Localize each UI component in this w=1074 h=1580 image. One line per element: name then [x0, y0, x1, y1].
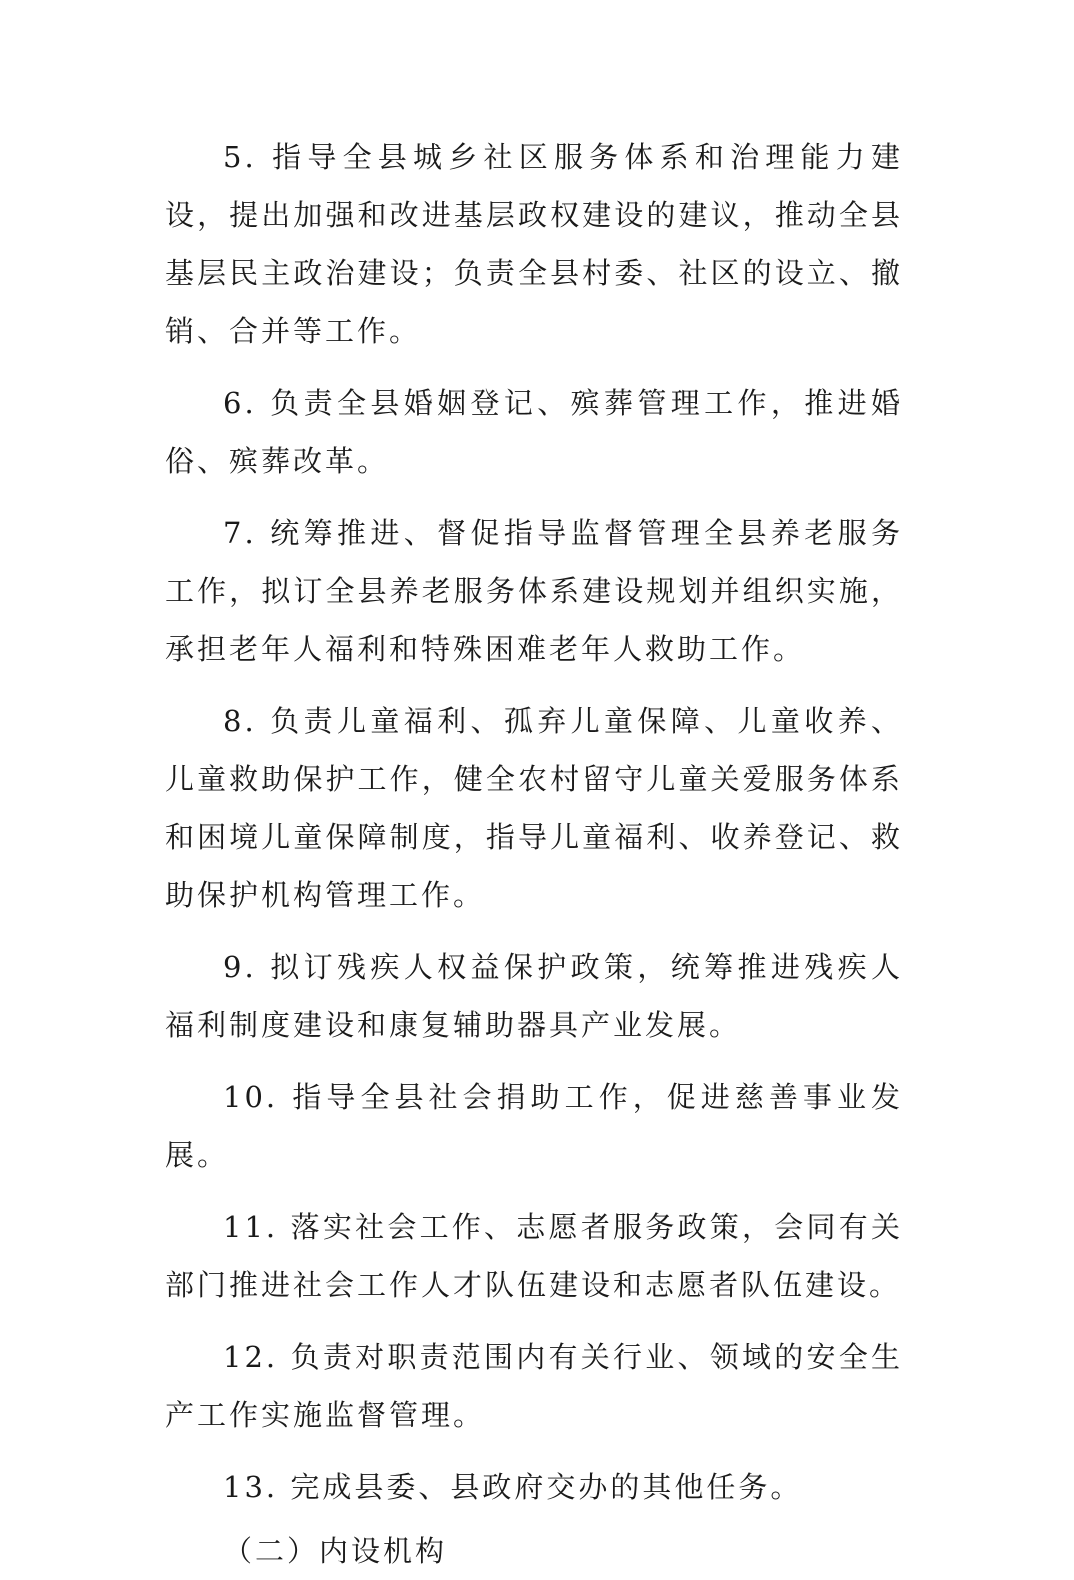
paragraph-item-13: 13. 完成县委、县政府交办的其他任务。	[223, 1470, 803, 1504]
section-heading: （二）内设机构	[223, 1534, 448, 1568]
paragraph-item-11: 11. 落实社会工作、志愿者服务政策，会同有关部门推进社会工作人才队伍建设和志愿者队伍建设。	[165, 1210, 903, 1302]
paragraph-item-6: 6. 负责全县婚姻登记、殡葬管理工作，推进婚俗、殡葬改革。	[165, 386, 903, 478]
paragraph-item-5: 5. 指导全县城乡社区服务体系和治理能力建设，提出加强和改进基层政权建设的建议，推动全县基层民主政治建设；负责全县村委、社区的设立、撤销、合并等工作。	[165, 140, 903, 348]
paragraph-item-9: 9. 拟订残疾人权益保护政策，统筹推进残疾人福利制度建设和康复辅助器具产业发展。	[165, 950, 903, 1042]
paragraph-item-12: 12. 负责对职责范围内有关行业、领域的安全生产工作实施监督管理。	[165, 1340, 903, 1432]
paragraph-item-7: 7. 统筹推进、督促指导监督管理全县养老服务工作，拟订全县养老服务体系建设规划并组织实施，承担老年人福利和特殊困难老年人救助工作。	[165, 516, 903, 666]
paragraph-item-10: 10. 指导全县社会捐助工作，促进慈善事业发展。	[165, 1080, 903, 1172]
document-body	[165, 128, 903, 1580]
paragraph-item-8: 8. 负责儿童福利、孤弃儿童保障、儿童收养、儿童救助保护工作，健全农村留守儿童关爱服务体系和困境儿童保障制度，指导儿童福利、收养登记、救助保护机构管理工作。	[165, 704, 903, 912]
